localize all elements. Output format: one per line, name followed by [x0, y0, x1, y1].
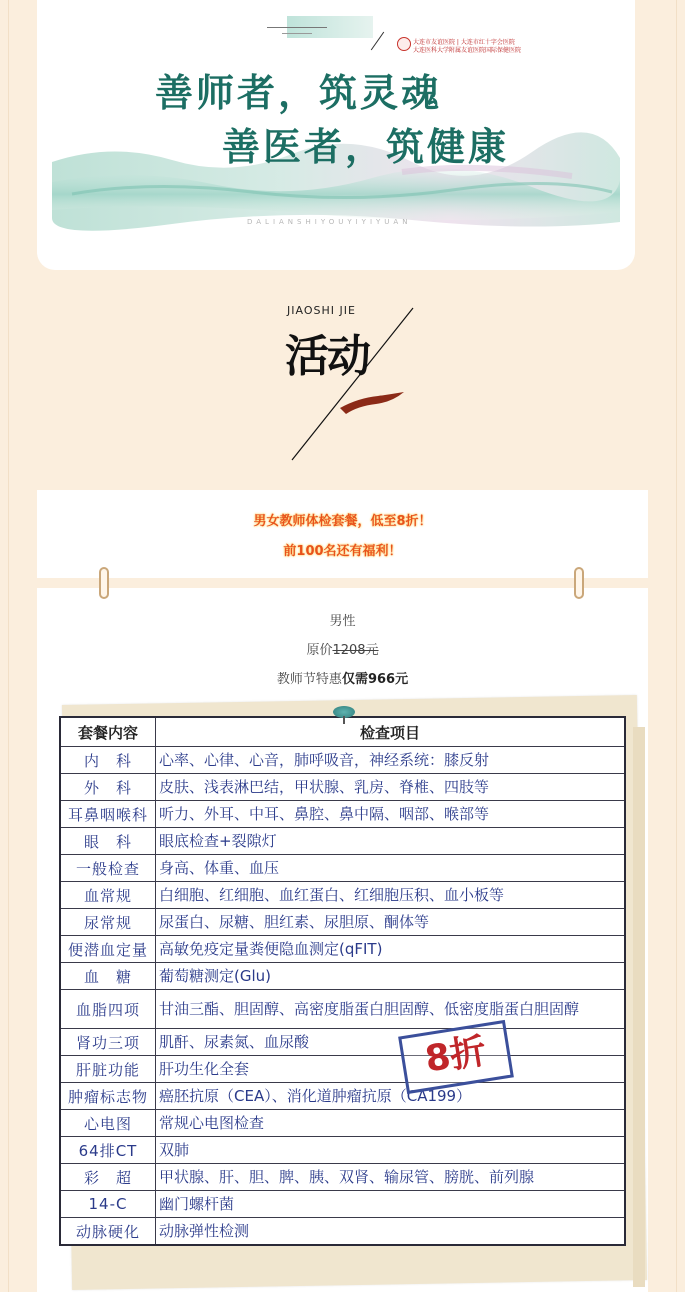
check-items: 常规心电图检查 [156, 1110, 626, 1137]
banner-card [37, 0, 635, 270]
package-category: 血脂四项 [60, 990, 156, 1029]
package-category: 心电图 [60, 1110, 156, 1137]
package-category: 血 糖 [60, 963, 156, 990]
table-row [60, 936, 625, 963]
table-row [60, 882, 625, 909]
original-price [37, 639, 648, 658]
table-row [60, 774, 625, 801]
table-row [60, 1029, 625, 1056]
table-row [60, 828, 625, 855]
promo-line-1: 男女教师体检套餐，低至8折！ [253, 514, 432, 529]
package-category: 外 科 [60, 774, 156, 801]
discount-stamp: 8折 [398, 1020, 514, 1094]
activity-number-graphic [288, 300, 418, 465]
package-category: 动脉硬化 [60, 1218, 156, 1246]
hospital-logo-icon [397, 37, 411, 51]
activity-number: 一 [358, 404, 359, 405]
table-row [60, 1191, 625, 1218]
check-items: 癌胚抗原（CEA）、消化道肿瘤抗原（CA199） [156, 1083, 626, 1110]
table-row [60, 855, 625, 882]
table-row [60, 963, 625, 990]
check-items: 高敏免疫定量粪便隐血测定(qFIT) [156, 936, 626, 963]
slogan-line-2: 善医者，筑健康 [222, 124, 510, 169]
table-row [60, 990, 625, 1029]
paper-edge [633, 727, 645, 1287]
check-items: 甲状腺、肝、胆、脾、胰、双肾、输尿管、膀胱、前列腺 [156, 1164, 626, 1191]
package-category: 肾功三项 [60, 1029, 156, 1056]
special-price-value: 仅需966元 [341, 672, 409, 687]
banner-deco-line [282, 33, 312, 34]
card-divider [37, 578, 648, 588]
original-price-label: 原价 [306, 643, 333, 658]
hospital-name-sub: 大连医科大学附属友谊医院国际保健医院 [413, 47, 522, 54]
package-gender: 男性 [329, 614, 356, 629]
banner-deco-line [267, 27, 327, 28]
package-category: 64排CT [60, 1137, 156, 1164]
activity-pinyin: JIAOSHI JIE [287, 304, 356, 317]
right-border-line [676, 0, 677, 1292]
special-price [37, 668, 648, 687]
check-items: 葡萄糖测定(Glu) [156, 963, 626, 990]
package-category: 尿常规 [60, 909, 156, 936]
promo-line-2: 前100名还有福利！ [283, 544, 402, 559]
offer-header [37, 490, 648, 578]
table-row [60, 1056, 625, 1083]
package-category: 14-C [60, 1191, 156, 1218]
table-row [60, 1218, 625, 1246]
check-items: 肝功生化全套 [156, 1056, 626, 1083]
package-category: 彩 超 [60, 1164, 156, 1191]
binder-ring-icon [574, 567, 584, 599]
check-items: 皮肤、浅表淋巴结，甲状腺、乳房、脊椎、四肢等 [156, 774, 626, 801]
table-row [60, 801, 625, 828]
checkup-items-table [59, 716, 626, 1246]
check-items: 白细胞、红细胞、血红蛋白、红细胞压积、血小板等 [156, 882, 626, 909]
activity-title: 活动 [285, 331, 369, 382]
package-category: 血常规 [60, 882, 156, 909]
table-row [60, 1083, 625, 1110]
offer-card [37, 490, 648, 1292]
check-items: 双肺 [156, 1137, 626, 1164]
table-row [60, 909, 625, 936]
binder-ring-icon [99, 567, 109, 599]
package-category: 内 科 [60, 747, 156, 774]
check-items: 肌酐、尿素氮、血尿酸 [156, 1029, 626, 1056]
check-items: 眼底检查+裂隙灯 [156, 828, 626, 855]
original-price-value: 1208元 [332, 643, 379, 658]
check-items: 甘油三酯、胆固醇、高密度脂蛋白胆固醇、低密度脂蛋白胆固醇 [156, 990, 626, 1029]
table-row [60, 1164, 625, 1191]
package-category: 眼 科 [60, 828, 156, 855]
package-category: 一般检查 [60, 855, 156, 882]
check-items: 听力、外耳、中耳、鼻腔、鼻中隔、咽部、喉部等 [156, 801, 626, 828]
package-category: 肝脏功能 [60, 1056, 156, 1083]
package-category: 耳鼻咽喉科 [60, 801, 156, 828]
table-row [60, 1137, 625, 1164]
check-items: 心率、心律、心音，肺呼吸音，神经系统：膝反射 [156, 747, 626, 774]
table-row [60, 747, 625, 774]
slogan-line-1: 善师者，筑灵魂 [155, 70, 443, 115]
check-items: 身高、体重、血压 [156, 855, 626, 882]
pushpin-stem [343, 716, 345, 724]
column-header-items: 检查项目 [156, 717, 626, 747]
table-row [60, 1110, 625, 1137]
check-items: 尿蛋白、尿糖、胆红素、尿胆原、酮体等 [156, 909, 626, 936]
column-header-package: 套餐内容 [60, 717, 156, 747]
hospital-pinyin: DALIANSHIYOUYIYIYUAN [247, 218, 412, 226]
package-category: 便潜血定量 [60, 936, 156, 963]
check-items: 幽门螺杆菌 [156, 1191, 626, 1218]
left-border-line [8, 0, 9, 1292]
package-category: 肿瘤标志物 [60, 1083, 156, 1110]
check-items: 动脉弹性检测 [156, 1218, 626, 1246]
special-price-label: 教师节特惠 [276, 672, 342, 687]
hospital-name: 大连市友谊医院 | 大连市红十字会医院 [413, 39, 515, 46]
